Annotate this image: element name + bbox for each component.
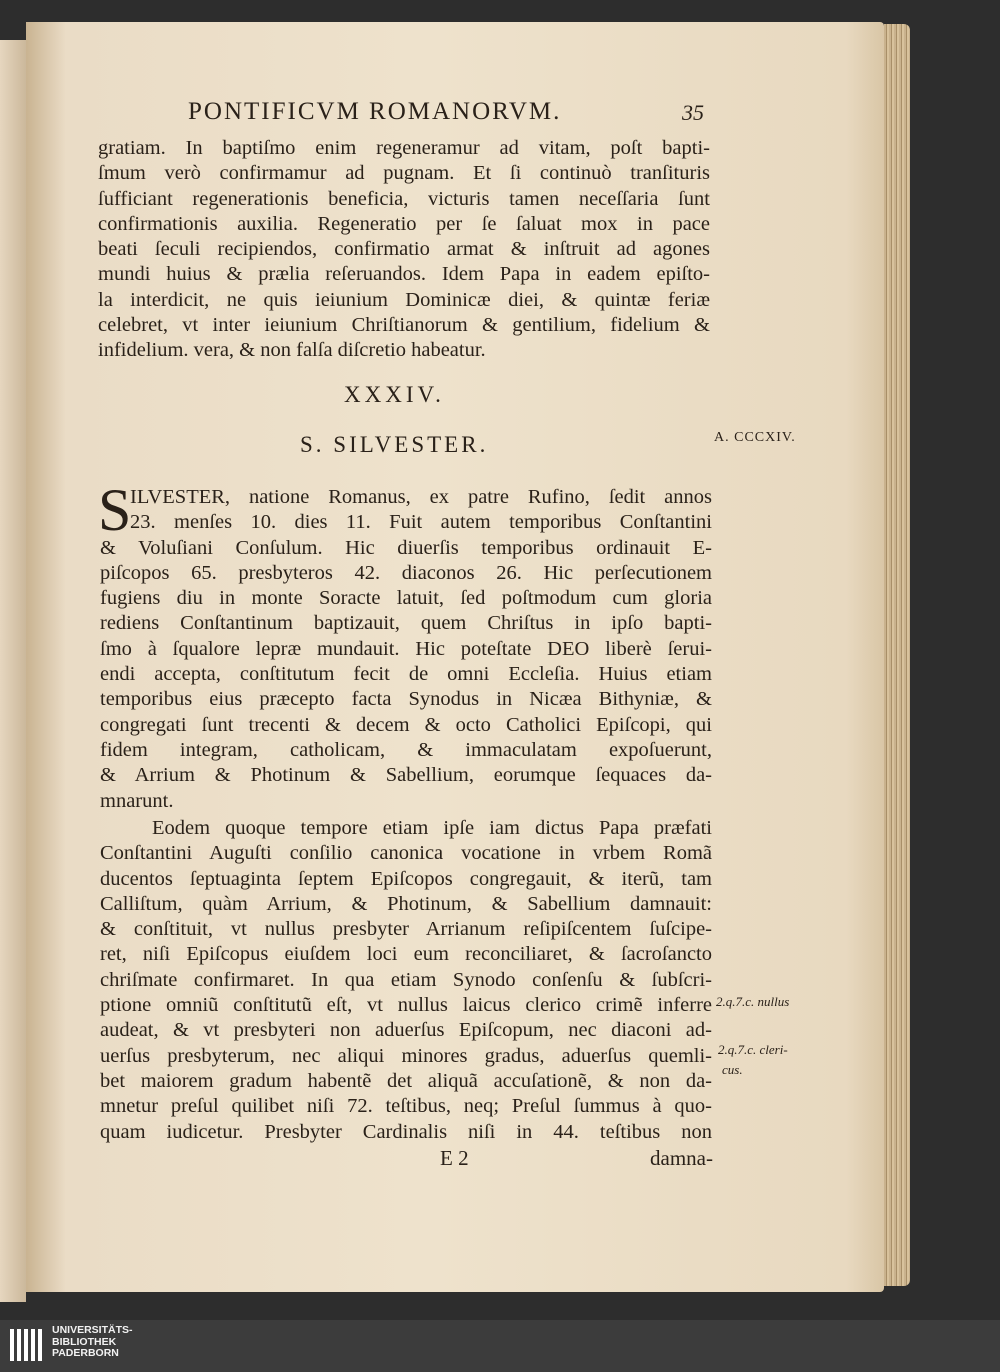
text-line: uerſus presbyterum, nec aliqui minores gradus, aduerſus quemli- [100, 1044, 712, 1067]
text-line: ILVESTER, natione Romanus, ex patre Rufino, ſedit annos [130, 486, 712, 508]
text-line: Calliſtum, quàm Arrium, & Photinum, & Sabellium damnauit: [100, 892, 712, 915]
margin-note-nullus: 2.q.7.c. nullus [716, 994, 790, 1009]
text-line: fidem integram, catholicam, & immaculatam expoſuerunt, [100, 738, 712, 761]
paragraph-silvester [100, 485, 712, 814]
text-line: piſcopos 65. presbyteros 42. diaconos 26. Hic perſecutionem [100, 561, 712, 584]
library-name-line: PADERBORN [52, 1347, 119, 1359]
facing-page-edge [0, 40, 26, 1302]
year-margin-note: A. CCCXIV. [714, 430, 796, 445]
text-line: quam iudicetur. Presbyter Cardinalis niſi in 44. teſtibus non [100, 1120, 712, 1143]
library-logo-icon [8, 1325, 44, 1365]
text-line: ſmum verò confirmamur ad pugnam. Et ſi continuò tranſituris [98, 162, 710, 185]
text-line: la interdicit, ne quis ieiunium Dominicæ diei, & quintæ feriæ [98, 288, 710, 311]
section-number: XXXIV. [344, 382, 445, 407]
text-line: & conſtituit, vt nullus presbyter Arrianum reſipiſcentem ſuſcipe- [100, 918, 712, 941]
paragraph-eodem [100, 816, 712, 1145]
text-line: endi accepta, conſtitutum fecit de omni Eccleſia. Huius etiam [100, 663, 712, 686]
text-line: audeat, & vt presbyteri non aduerſus Epiſcopum, nec diaconi ad- [100, 1019, 712, 1042]
text-line: gratiam. In baptiſmo enim regeneramur ad vitam, poſt bapti- [98, 137, 710, 159]
text-line: ſufficiant regenerationis beneficia, victuris tamen neceſſaria ſunt [98, 187, 710, 210]
text-line: fugiens diu in monte Soracte latuit, ſed poſtmodum cum gloria [100, 587, 712, 610]
margin-note-clericus: 2.q.7.c. cleri- [718, 1042, 788, 1057]
library-name [52, 1325, 133, 1360]
library-name-line: BIBLIOTHEK [52, 1335, 117, 1348]
text-line: Conſtantini Auguſti conſilio canonica vocatione in vrbem Romã [100, 842, 712, 865]
text-line: mundi huius & prælia reſeruandos. Idem Papa in eadem epiſto- [98, 263, 710, 286]
drop-capital: S [98, 477, 132, 543]
section-title: S. SILVESTER. [300, 432, 489, 457]
running-head: PONTIFICVM ROMANORVM. [188, 98, 562, 125]
text-line: infidelium. vera, & non falſa diſcretio habeatur. [98, 339, 486, 362]
margin-note-clericus-cont: cus. [722, 1062, 743, 1077]
text-line: temporibus eius præcepto facta Synodus in Nicæa Bithyniæ, & [100, 688, 712, 711]
paragraph-gratiam [98, 136, 710, 364]
text-line: celebret, vt inter ieiunium Chriſtianorum & gentilium, fidelium & [98, 314, 710, 337]
text-line: chriſmate confirmaret. In qua etiam Synodo conſenſu & ſubſcri- [100, 968, 712, 991]
text-line: & Voluſiani Conſulum. Hic diuerſis temporibus ordinauit E- [100, 536, 712, 559]
text-line: bet maiorem gradum habentẽ det aliquã accuſationẽ, & non da- [100, 1069, 712, 1092]
text-line: & Arrium & Photinum & Sabellium, eorumque ſequaces da- [100, 764, 712, 787]
library-name-line: UNIVERSITÄTS- [52, 1324, 133, 1336]
text-line: ret, niſi Epiſcopus eiuſdem loci eum reconciliaret, & ſacroſancto [100, 943, 712, 966]
catchword: damna- [650, 1146, 713, 1170]
page-number: 35 [682, 100, 704, 125]
text-line: ſmo à ſqualore lepræ mundauit. Hic poteſtate DEO liberè ſerui- [100, 637, 712, 660]
text-line: confirmationis auxilia. Regeneratio per ſe ſaluat mox in pace [98, 212, 710, 235]
text-line: ptione omniũ conſtitutũ eſt, vt nullus laicus clerico crimẽ inferre [100, 994, 712, 1017]
text-line: congregati ſunt trecenti & decem & octo Catholici Epiſcopi, qui [100, 713, 712, 736]
text-line: 23. menſes 10. dies 11. Fuit autem temporibus Conſtantini [130, 511, 712, 534]
library-footer-bar [0, 1320, 1000, 1372]
text-line: Eodem quoque tempore etiam ipſe iam dictus Papa præfati [152, 817, 712, 839]
text-line: ducentos ſeptuaginta ſeptem Epiſcopos congregauit, & iterũ, tam [100, 867, 712, 890]
signature-mark: E 2 [440, 1146, 469, 1170]
text-line: beati ſeculi recipiendos, confirmatio armat & inſtruit ad agones [98, 238, 710, 261]
text-line: rediens Conſtantinum baptizauit, quem Chriſtus in ipſo bapti- [100, 612, 712, 635]
text-line: mnarunt. [100, 789, 174, 812]
text-line: mnetur preſul quilibet niſi 72. teſtibus, neq; Preſul ſummus à quo- [100, 1095, 712, 1118]
page-block-edge [884, 24, 910, 1286]
